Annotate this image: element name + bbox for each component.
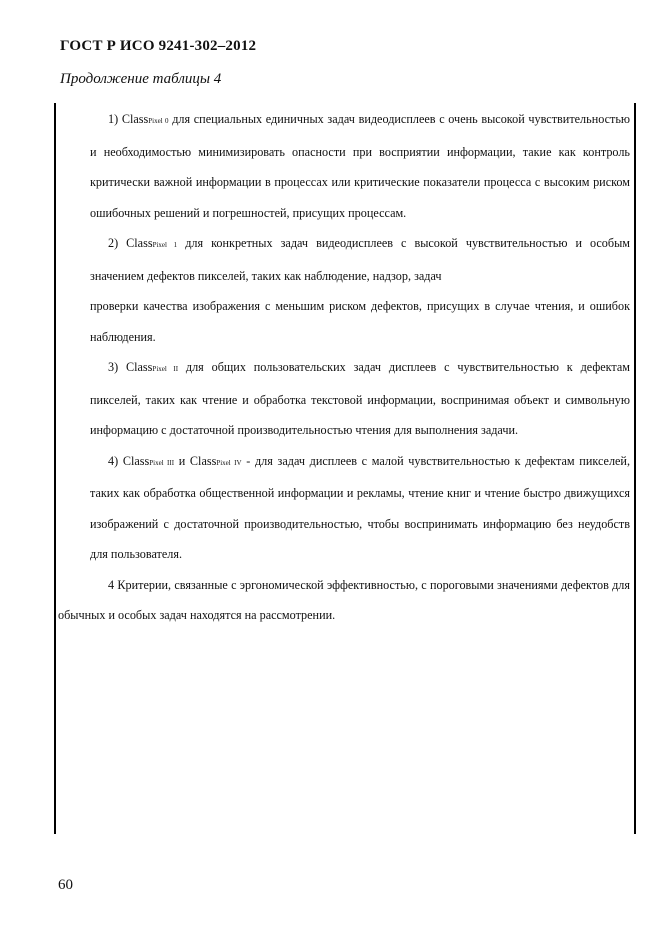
class-label: 2) Class	[108, 236, 153, 250]
class-description: для конкретных задач видеодисплеев с высокой чувствительностью и особым значением дефектов пикселей, таких как наблюдение, надзор, задач	[90, 236, 631, 283]
list-item-class-0	[58, 104, 630, 228]
class-label: 1) Class	[108, 112, 149, 126]
table-cell-content	[58, 104, 630, 631]
list-item-class-2	[58, 352, 630, 446]
class-subscript: Pixel III	[149, 458, 175, 467]
list-item-class-3-4	[58, 446, 630, 570]
class-label: 3) Class	[108, 360, 153, 374]
table-continuation-caption: Продолжение таблицы 4	[60, 71, 222, 87]
class-description: для общих пользовательских задач дисплеев с чувствительностью к дефектам пикселей, таких как чтение и обработка текстовой информации, воспринимая объект и символьную информацию с достаточной производительностью чтения для выполнения задачи.	[90, 360, 630, 437]
class-subscript: Pixel IV	[216, 458, 242, 467]
class-description: для специальных единичных задач видеодисплеев с очень высокой чувствительностью и необходимостью минимизировать опасности при восприятии информации, такие как контроль критически важной информации в процессах или критические показатели процесса с высоким риском ошибочных решений и погрешностей, присущих процессам.	[90, 112, 631, 220]
list-item-class-1	[58, 228, 630, 291]
class-label: 4) Class	[108, 453, 150, 468]
class-description: - для задач дисплеев с малой чувствительностью к дефектам пикселей, таких как обработка общественной информации и рекламы, чтение книг и чтение быстро движущихся изображений с достаточной производительностью, чтобы воспринимать информацию без неудобств для пользователя.	[90, 453, 631, 561]
class-subscript: Pixel 0	[148, 117, 169, 125]
note-paragraph: 4 Критерии, связанные с эргономической эффективностью, с пороговыми значениями дефектов для обычных и особых задач находятся на рассмотрении.	[58, 577, 630, 622]
page-number: 60	[58, 877, 73, 893]
document-title: ГОСТ Р ИСО 9241-302–2012	[60, 38, 257, 54]
class-subscript: Pixel 1	[152, 241, 178, 249]
class-description-continuation: проверки качества изображения с меньшим риском дефектов, присущих в случае чтения, и ошибок наблюдения.	[90, 299, 630, 344]
class-subscript: Pixel II	[152, 365, 179, 373]
table-left-border	[54, 103, 56, 834]
list-item-class-1-continuation	[58, 291, 630, 352]
class-label-conjunction: и Class	[174, 453, 217, 468]
table-right-border	[634, 103, 636, 834]
